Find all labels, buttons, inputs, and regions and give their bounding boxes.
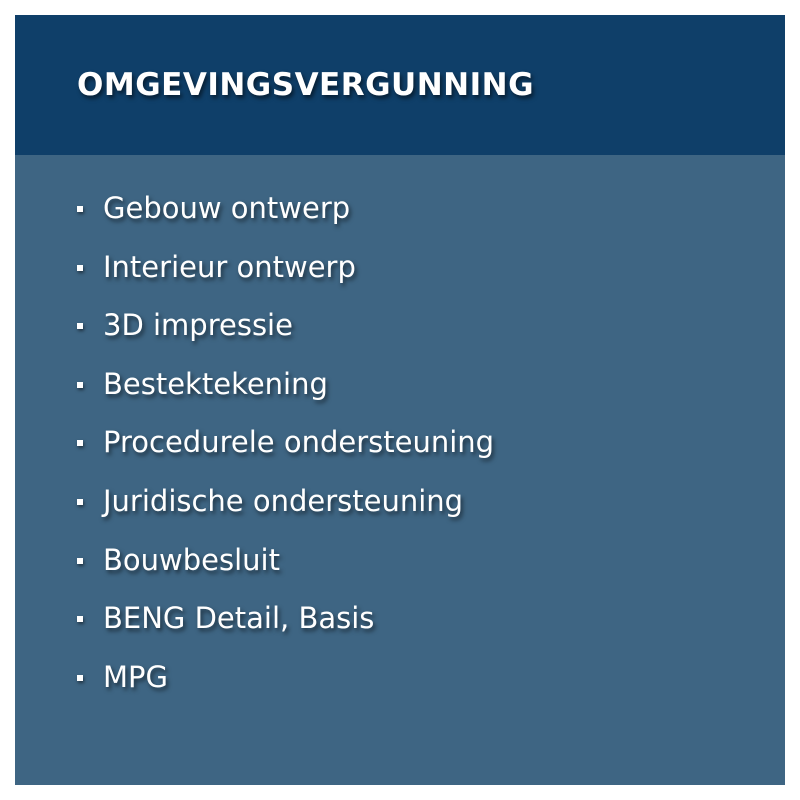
list-item [77,248,494,307]
square-bullet-icon [77,265,83,271]
square-bullet-icon [77,382,83,388]
list-item [77,365,494,424]
list-item-label: MPG [103,659,168,694]
list-item-label: 3D impressie [103,308,293,343]
card-title: OMGEVINGSVERGUNNING [77,67,535,103]
list-item [77,599,494,658]
square-bullet-icon [77,440,83,446]
list-item [77,658,494,717]
list-item [77,423,494,482]
list-item [77,306,494,365]
square-bullet-icon [77,616,83,622]
list-item-label: Juridische ondersteuning [103,483,464,518]
list-item-label: Bestektekening [103,366,328,401]
list-item-label: BENG Detail, Basis [103,601,375,636]
card-header [15,15,785,155]
square-bullet-icon [77,499,83,505]
square-bullet-icon [77,558,83,564]
square-bullet-icon [77,206,83,212]
list-item [77,189,494,248]
service-card [15,15,785,785]
square-bullet-icon [77,675,83,681]
square-bullet-icon [77,323,83,329]
list-item [77,541,494,600]
list-item-label: Gebouw ontwerp [103,191,351,225]
list-item-label: Procedurele ondersteuning [103,425,495,460]
list-item [77,482,494,541]
list-item-label: Bouwbesluit [103,542,280,577]
service-list [77,189,494,716]
list-item-label: Interieur ontwerp [103,249,356,284]
